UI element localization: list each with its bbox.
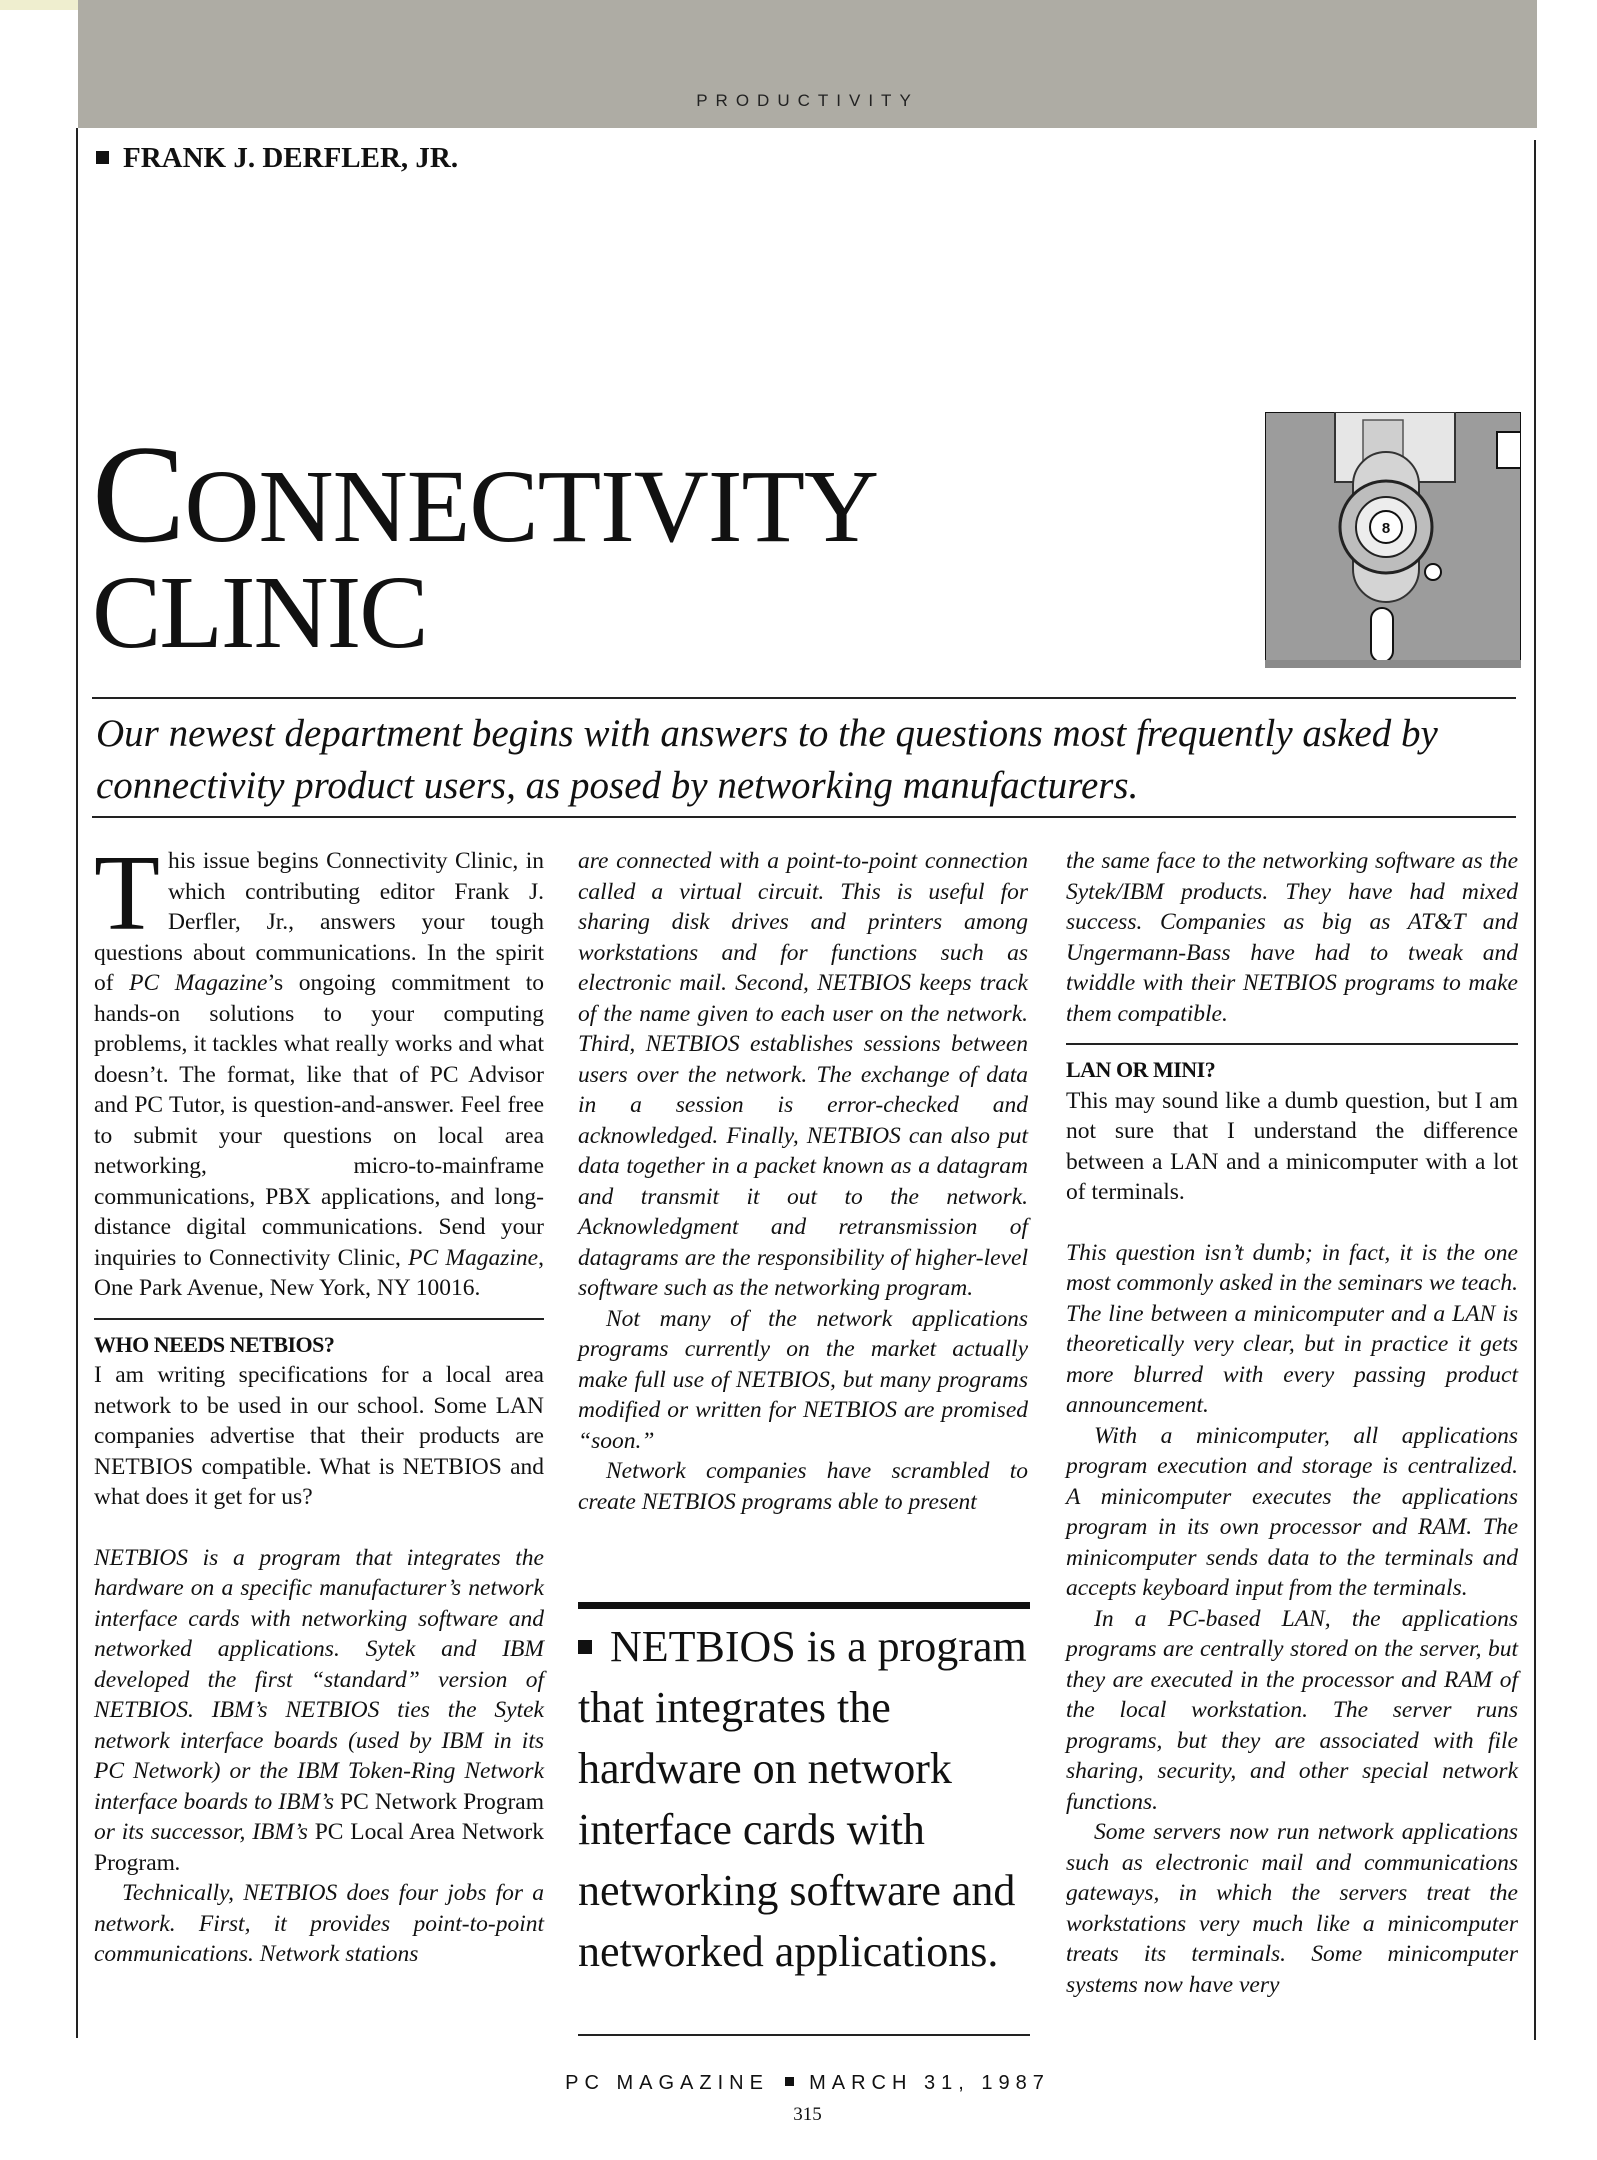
answer-1-pc-lan: PC Local Area Network Program <box>94 1819 544 1876</box>
answer-1-text-b: or its successor, IBM’s <box>94 1819 315 1845</box>
pullquote-bottom-rule <box>578 2034 1030 2036</box>
page-title <box>92 417 879 670</box>
footer-magazine: PC MAGAZINE <box>565 2072 769 2094</box>
section-rule-1 <box>94 1318 544 1320</box>
deck <box>96 708 1516 812</box>
deck-bottom-rule <box>92 816 1516 818</box>
section-heading-netbios: WHO NEEDS NETBIOS? <box>94 1331 335 1357</box>
byline <box>96 142 458 175</box>
col2-paragraph-1: are connected with a point-to-point connection called a virtual circuit. This is useful for sharing disk drives and printers among workstations and for functions such as electronic mail. Second, NETBIOS keeps track of the name given to each user on the network. Third, NETBIOS establishes sessions between users over the network. The exchange of data in a session is error-checked and acknowledged. Finally, NETBIOS can also put data together in a packet known as a datagram and transmit it out to the network. Acknowledgment and retransmission of datagrams are the responsibility of higher-level software such as the networking program. <box>578 848 1028 1301</box>
pullquote-top-rule <box>578 1602 1030 1609</box>
deck-top-rule <box>92 697 1516 699</box>
deck-line2: connectivity product users, as posed by networking manufacturers. <box>96 764 1139 807</box>
intro-text-c: , One Park Avenue, New York, NY 10016. <box>94 1244 544 1301</box>
answer-2-paragraph-3: In a PC-based LAN, the applications programs are centrally stored on the server, but they are executed in the processor and RAM of the local workstation. The server runs programs, but they are associated with file sharing, security, and other special network functions. <box>1066 1605 1518 1815</box>
intro-magazine-2: PC Magazine <box>408 1244 539 1271</box>
intro-magazine-1: PC Magazine <box>129 970 268 996</box>
footer <box>78 2072 1537 2095</box>
intro-text-a: his issue begins Connectivity Clinic, in which contributing editor Frank J. Derfler, Jr., answers your tough questions about communications. In the spirit of <box>94 848 544 996</box>
disk-hub-label: 8 <box>1381 520 1391 537</box>
col2-paragraph-2: Not many of the network applications programs currently on the market actually make full use of NETBIOS, but many programs modified or written for NETBIOS are promised “soon.” <box>578 1305 1028 1454</box>
question-1: I am writing specifications for a local area network to be used in our school. Some LAN companies advertise that their products are NETBIOS compatible. What is NETBIOS and what does it get for us? <box>94 1362 544 1510</box>
left-rule <box>76 128 78 2038</box>
footer-bullet-icon <box>785 2077 794 2086</box>
answer-1-paragraph-2: Technically, NETBIOS does four jobs for a network. First, it provides point-to-point communications. Network stations <box>94 1880 544 1967</box>
deck-line1: Our newest department begins with answers to the questions most frequently asked by <box>96 712 1438 755</box>
answer-1-pc-network: PC Network Program <box>340 1788 545 1815</box>
answer-1-paragraph-1 <box>94 1543 544 1879</box>
title-line2: CLINIC <box>92 555 427 670</box>
footer-date: MARCH 31, 1987 <box>809 2072 1050 2094</box>
answer-1-text-c: . <box>174 1849 181 1876</box>
answer-2-paragraph-4: Some servers now run network applications such as electronic mail and communications gateways, in which the servers treat the workstations very much like a minicomputer treats its terminals. Some minicomputer systems now have very <box>1066 1819 1518 1998</box>
col3-paragraph-1: the same face to the networking software as the Sytek/IBM products. They have had mixed success. Companies as big as AT&T and Ungermann-Bass have had to tweak and twiddle with their NETBIOS programs to make them compatible. <box>1066 848 1518 1027</box>
intro-paragraph <box>94 834 544 1304</box>
bullet-icon <box>96 151 109 164</box>
pull-quote <box>578 1616 1028 1982</box>
floppy-disk-icon <box>1265 412 1521 668</box>
drop-cap: T <box>94 834 160 953</box>
title-line1: ONNECTIVITY <box>184 449 879 564</box>
column-3 <box>1066 846 1518 2000</box>
question-2: This may sound like a dumb question, but I am not sure that I understand the difference between a LAN and a minicomputer with a lot of terminals. <box>1066 1087 1518 1205</box>
title-initial: C <box>92 417 185 572</box>
page-number: 315 <box>793 2104 822 2125</box>
pullquote-bullet-icon <box>578 1640 592 1654</box>
byline-text: FRANK J. DERFLER, JR. <box>123 142 459 174</box>
col2-paragraph-3: Network companies have scrambled to create NETBIOS programs able to present <box>578 1458 1028 1515</box>
answer-2-paragraph-1: This question isn’t dumb; in fact, it is the one most commonly asked in the seminars we teach. The line between a minicomputer and a LAN is theoretically very clear, but in practice it gets more blurred with every passing product announcement. <box>1066 1239 1518 1418</box>
intro-text-b: ’s ongoing commitment to hands-on solutions to your computing problems, it tackles what really works and what doesn’t. The format, like that of PC Advisor and PC Tutor, is question-and-answer. Feel free to submit your questions on local area networking, micro-to-mainframe communications, PBX applications, and long-distance digital communications. Send your inquiries to Connectivity Clinic, <box>94 970 544 1271</box>
column-2 <box>578 846 1028 1517</box>
right-rule <box>1534 140 1536 2040</box>
section-label: PRODUCTIVITY <box>696 91 919 110</box>
answer-1-text-a: NETBIOS is a program that integrates the hardware on a specific manufacturer’s network interface cards with networking software and networked applications. Sytek and IBM developed the first “standard” version of NETBIOS. IBM’s NETBIOS ties the Sytek network interface boards (used by IBM in its PC Network) or the IBM Token-Ring Network interface boards to IBM’s <box>94 1544 544 1815</box>
section-heading-lan-or-mini: LAN OR MINI? <box>1066 1057 1216 1082</box>
answer-2-paragraph-2: With a minicomputer, all applications program execution and storage is centralized. A minicomputer executes the applications program in its own processor and RAM. The minicomputer sends data to the terminals and accepts keyboard input from the terminals. <box>1066 1422 1518 1601</box>
section-rule-2 <box>1066 1043 1518 1045</box>
column-1 <box>94 834 545 1970</box>
pull-quote-text: NETBIOS is a program that integrates the hardware on network interface cards with networking software and networked applications. <box>578 1622 1027 1976</box>
